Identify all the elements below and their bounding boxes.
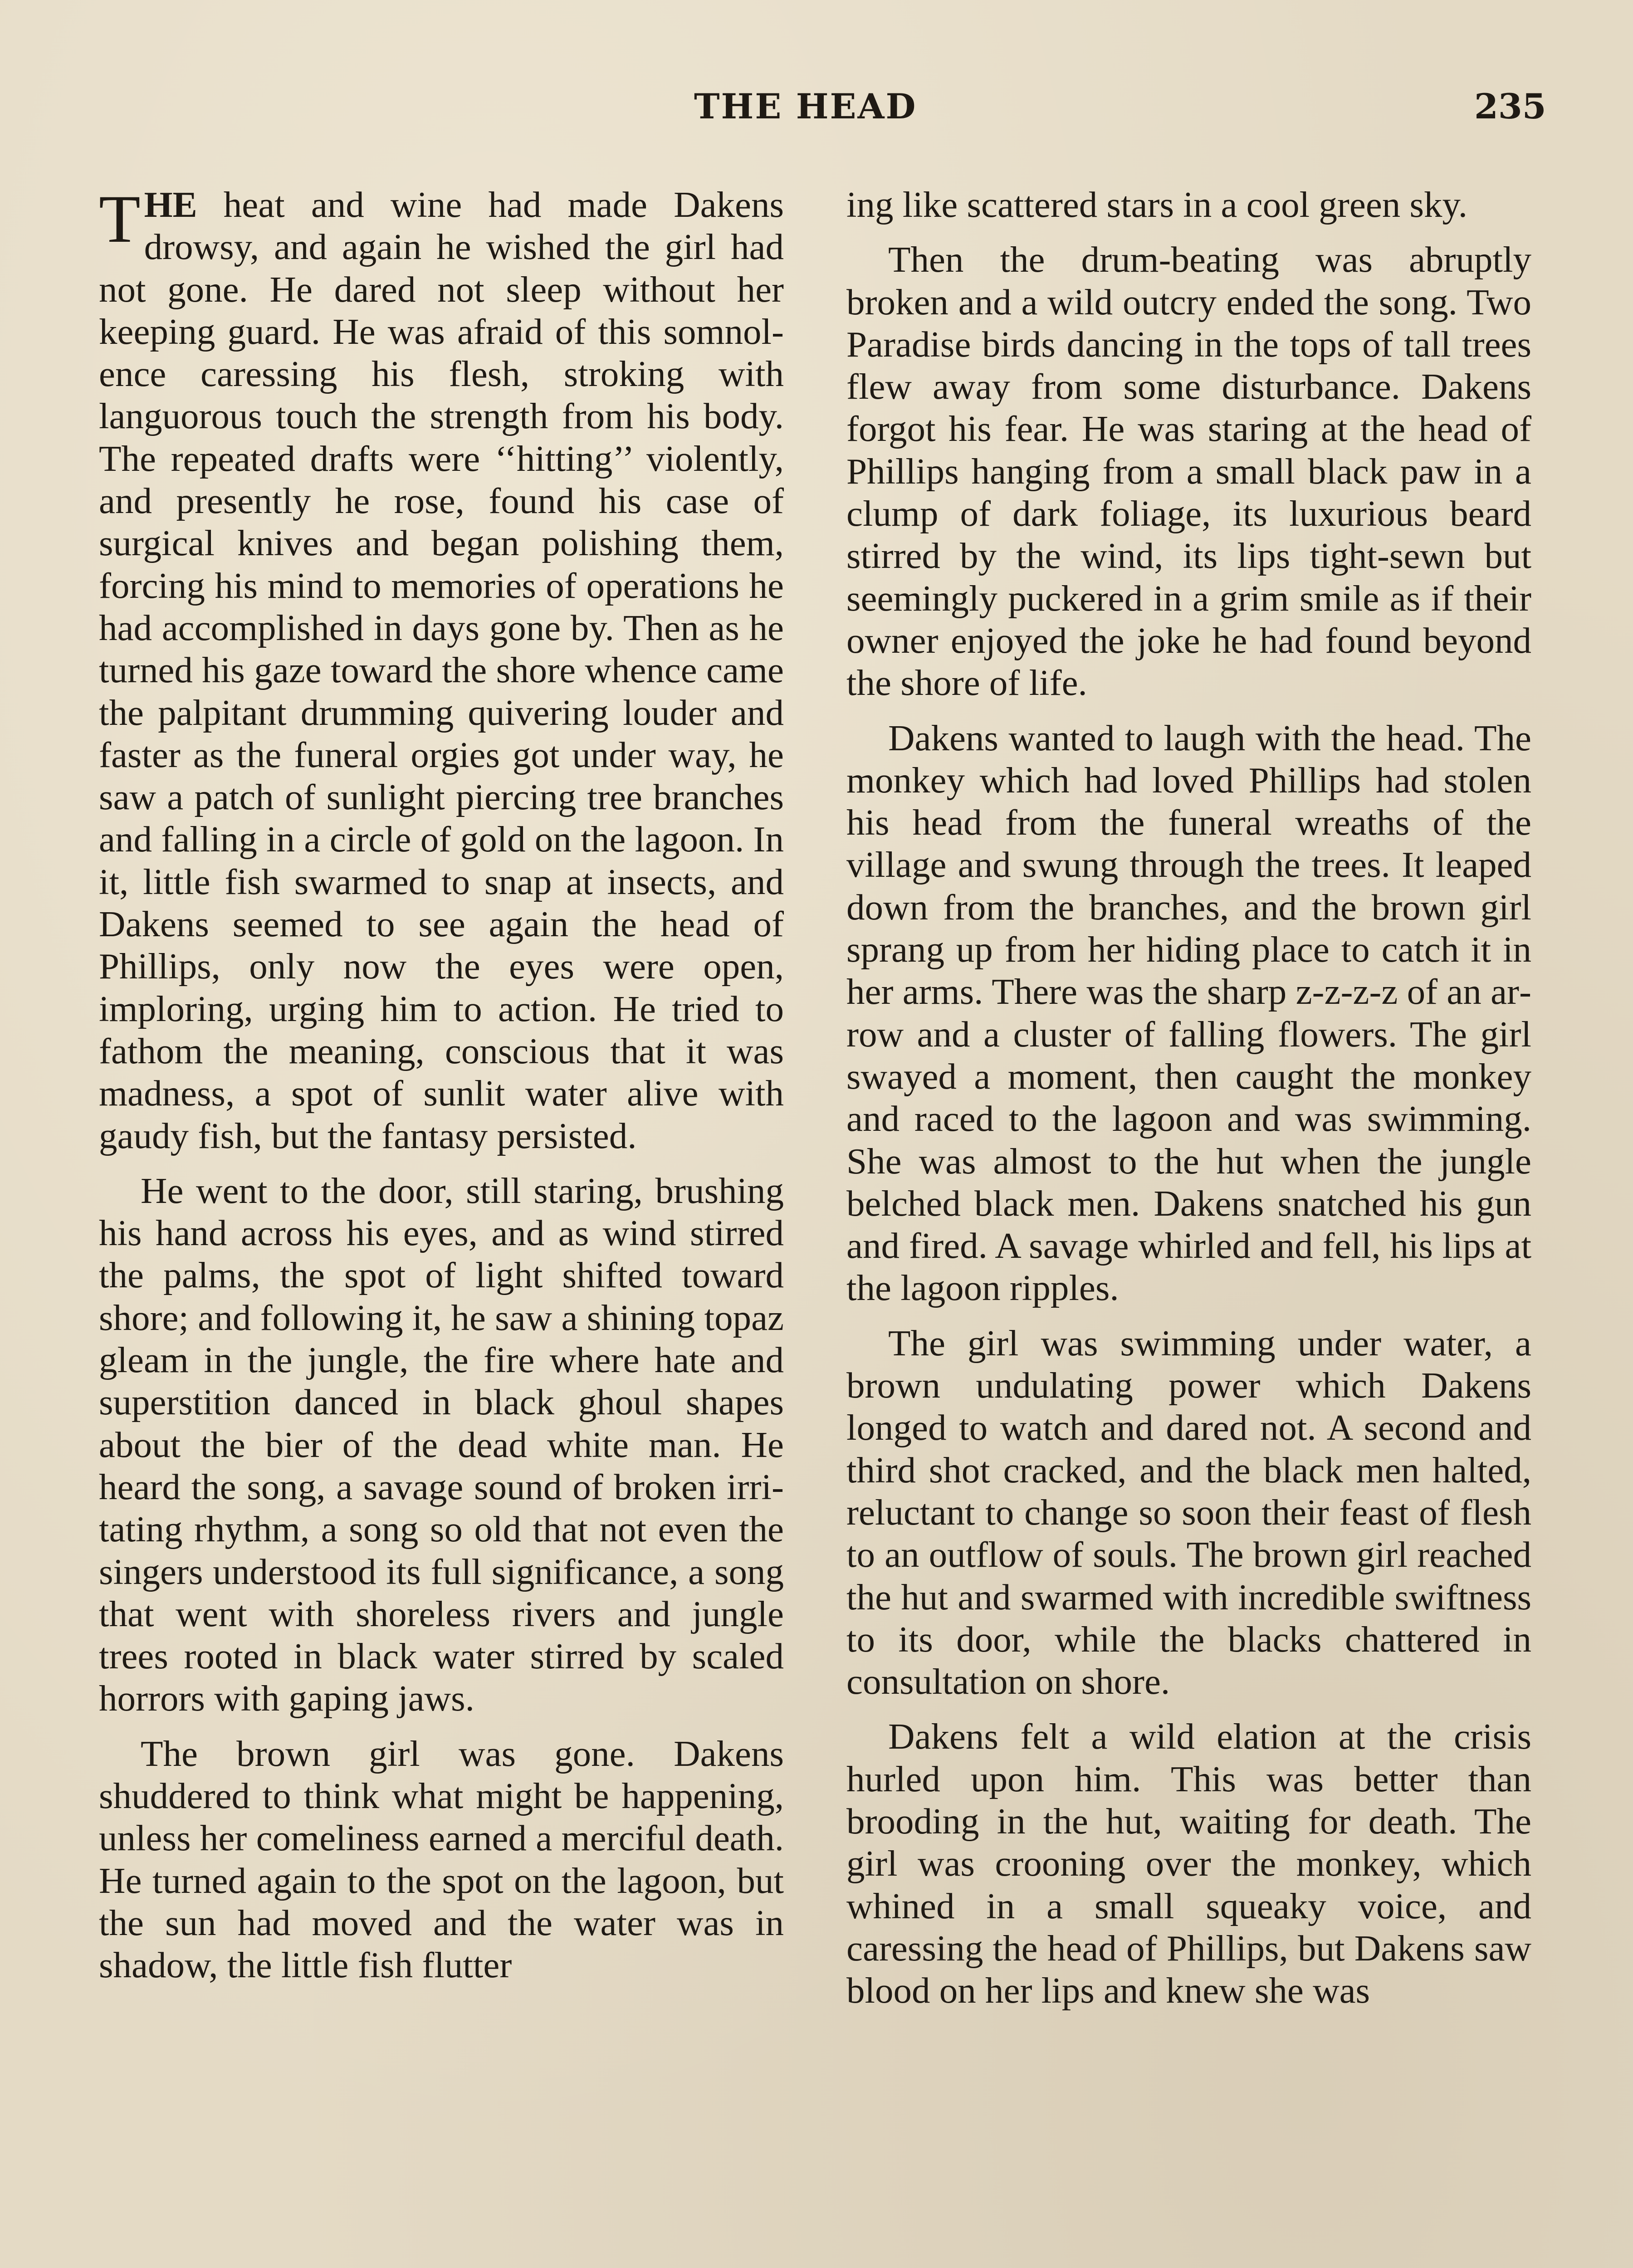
paragraph: The girl was swimming under water, a brown undulating power which Dakens longed to watch and dared not. A second and third shot cracked, and the black men halted, reluctant to change so soon their feast of flesh to an outflow of souls. The brown girl reached the hut and swarmed with incredible swiftness to its door, while the blacks chattered in consultation on shore. [846, 1322, 1531, 1702]
page-header [0, 86, 1633, 136]
paragraph: Dakens wanted to laugh with the head. The monkey which had loved Phillips had stolen his head from the funeral wreaths of the village and swung through the trees. It leaped down from the branches, and the brown girl sprang up from her hiding place to catch it in her arms. There was the sharp z-z-z-z of an arrow and a cluster of falling flowers. The girl swayed a moment, then caught the monkey and raced to the lagoon and was swimming. She was almost to the hut when the jungle belched black men. Dakens snatched his gun and fired. A savage whirled and fell, his lips at the lagoon ripples. [846, 717, 1531, 1309]
paragraph: The brown girl was gone. Dakens shuddered to think what might be happening, unless her comeliness earned a merciful death. He turned again to the spot on the lagoon, but the sun had moved and the water was in shadow, the little fish flutter [99, 1733, 784, 1986]
paragraph-continuation: ing like scattered stars in a cool green sky. [846, 184, 1468, 225]
running-title: THE HEAD [694, 86, 917, 127]
paragraph: He went to the door, still staring, brushing his hand across his eyes, and as wind stirred the palms, the spot of light shifted toward shore; and following it, he saw a shining topaz gleam in the jungle, the fire where hate and superstition danced in black ghoul shapes about the bier of the dead white man. He heard the song, a savage sound of broken irritating rhythm, a song so old that not even the singers understood its full significance, a song that went with shoreless rivers and jungle trees rooted in black water stirred by scaled horrors with gaping jaws. [99, 1170, 784, 1719]
drop-cap: T [99, 181, 141, 257]
paragraph-opening [99, 181, 784, 1157]
paragraph: Then the drum-beating was abruptly broken and a wild outcry ended the song. Two Paradise birds dancing in the tops of tall trees flew away from some disturbance. Dakens forgot his fear. He was staring at the head of Phillips hanging from a small black paw in a clump of dark foliage, its luxurious beard stirred by the wind, its lips tight-sewn but seemingly puckered in a grim smile as if their owner enjoyed the joke he had found beyond the shore of life. [846, 239, 1531, 704]
page-number: 235 [1474, 86, 1546, 127]
right-column [846, 184, 1531, 2012]
left-column [99, 181, 784, 1986]
opening-small-caps: HE [144, 184, 197, 225]
paragraph-text: heat and wine had made Dakens drowsy, and again he wished the girl had not gone. He dared not sleep without her keeping guard. He was afraid of this somnolence caressing his flesh, stroking with languorous touch the strength from his body. The repeated drafts were ‘‘hitting’’ violently, and presently he rose, found his case of surgical knives and began polishing them, forcing his mind to memories of operations he had accomplished in days gone by. Then as he turned his gaze toward the shore whence came the palpitant drumming quivering louder and faster as the funeral orgies got under way, he saw a patch of sunlight piercing tree branches and falling in a circle of gold on the lagoon. In it, little fish swarmed to snap at insects, and Dakens seemed to see again the head of Phillips, only now the eyes were open, imploring, urging him to action. He tried to fathom the meaning, conscious that it was madness, a spot of sunlit water alive with gaudy fish, but the fantasy persisted. [99, 184, 784, 1156]
paragraph: Dakens felt a wild elation at the crisis hurled upon him. This was better than brooding in the hut, waiting for death. The girl was crooning over the monkey, which whined in a small squeaky voice, and caressing the head of Phillips, but Dakens saw blood on her lips and knew she was [846, 1716, 1531, 2011]
